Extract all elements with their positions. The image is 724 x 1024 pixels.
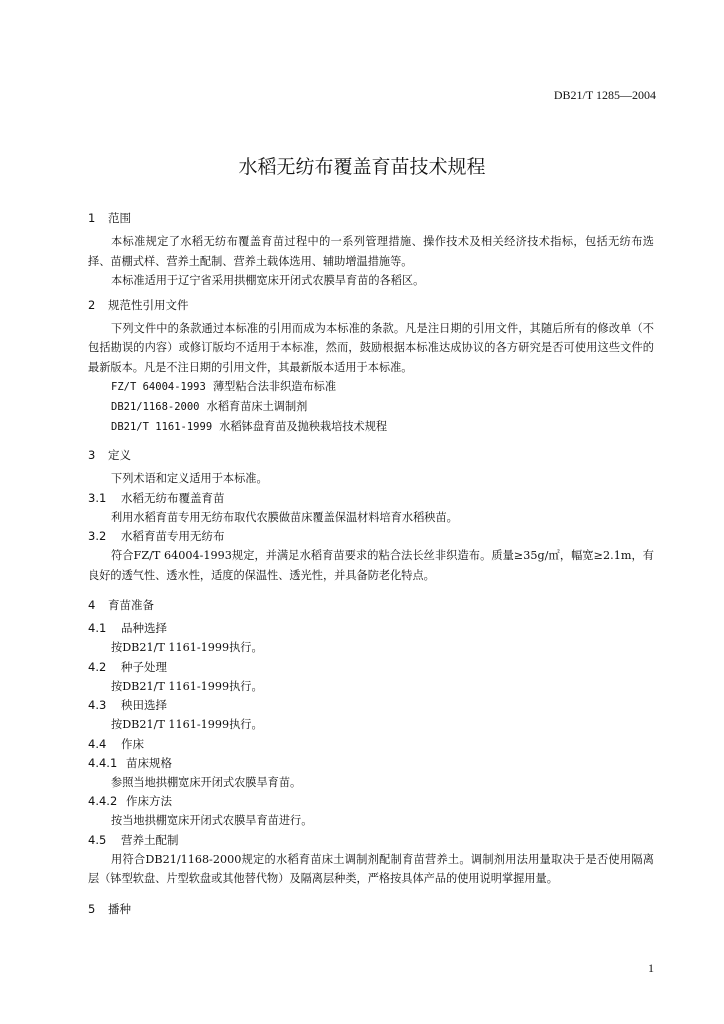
section-title: 育苗准备 <box>108 598 154 612</box>
paragraph: 按当地拱棚宽床开闭式农膜旱育苗进行。 <box>111 814 313 827</box>
reference-item <box>111 417 654 437</box>
paragraph: 按DB21/T 1161-1999执行。 <box>111 679 263 693</box>
subsection-number: 4.3 <box>88 698 107 712</box>
section-title: 播种 <box>108 901 131 916</box>
paragraph: 下列术语和定义适用于本标准。 <box>111 472 268 485</box>
section-title: 定义 <box>108 448 131 462</box>
paragraph: 符合FZ/T 64004-1993规定，并满足水稻育苗要求的粘合法长丝非织造布。质量≥35g/㎡，幅宽≥2.1m，有良好的透气性、透水性，适度的保温性、透光性，并具备防老化特点。 <box>88 549 654 582</box>
subsection-heading <box>88 831 654 850</box>
subsection-title: 营养土配制 <box>121 832 179 847</box>
subsection-number: 4.4.2 <box>88 794 118 808</box>
reference-item <box>111 397 654 417</box>
subsection-title: 种子处理 <box>121 659 167 674</box>
reference-title: 水稻钵盘育苗及抛秧栽培技术规程 <box>219 420 388 433</box>
section-title: 范围 <box>108 211 131 225</box>
section-number: 5 <box>88 901 96 916</box>
subsection-number: 3.1 <box>88 490 107 505</box>
document-title: 水稻无纺布覆盖育苗技术规程 <box>238 156 486 178</box>
reference-title: 薄型粘合法非织造布标准 <box>212 380 337 393</box>
subsection-title: 作床方法 <box>126 794 172 808</box>
reference-code: FZ/T 64004-1993 <box>111 381 206 393</box>
subsection-number: 4.2 <box>88 659 107 674</box>
reference-title: 水稻育苗床土调制剂 <box>206 400 308 413</box>
section-heading-1 <box>88 210 654 226</box>
subsection-number: 4.5 <box>88 832 107 847</box>
paragraph: 用符合DB21/1168-2000规定的水稻育苗床土调制剂配制育苗营养土。调制剂用法用量取决于是否使用隔离层（钵型软盘、片型软盘或其他替代物）及隔离层种类，严格按具体产品的使用说明掌握用量。 <box>88 852 654 885</box>
paragraph: 下列文件中的条款通过本标准的引用而成为本标准的条款。凡是注日期的引用文件，其随后所有的修改单（不包括勘误的内容）或修订版均不适用于本标准，然而，鼓励根据本标准达成协议的各方研究是否可使用这些文件的最新版本。凡是不注日期的引用文件，其最新版本适用于本标准。 <box>88 321 654 374</box>
page-number: 1 <box>648 961 654 975</box>
reference-code: DB21/1168-2000 <box>111 401 200 413</box>
reference-code: DB21/T 1161-1999 <box>111 421 213 433</box>
section-title: 规范性引用文件 <box>108 297 189 312</box>
document-body <box>88 210 654 917</box>
subsection-number: 4.4.1 <box>88 755 118 770</box>
paragraph: 本标准适用于辽宁省采用拱棚宽床开闭式农膜旱育苗的各稻区。 <box>111 274 425 287</box>
subsection-number: 4.1 <box>88 621 107 635</box>
section-number: 1 <box>88 211 96 225</box>
subsection-heading <box>88 619 654 638</box>
subsection-number: 3.2 <box>88 529 107 543</box>
subsection-title: 作床 <box>121 736 144 751</box>
subsection-title: 水稻无纺布覆盖育苗 <box>121 490 225 505</box>
section-heading-5 <box>88 901 654 917</box>
paragraph: 利用水稻育苗专用无纺布取代农膜做苗床覆盖保温材料培育水稻秧苗。 <box>111 510 458 524</box>
reference-item <box>111 377 654 397</box>
paragraph: 本标准规定了水稻无纺布覆盖育苗过程中的一系列管理措施、操作技术及相关经济技术指标，包括无纺布选择、苗棚式样、营养土配制、营养土载体选用、辅助增温措施等。 <box>88 235 654 268</box>
subsection-title: 秧田选择 <box>121 698 167 712</box>
paragraph: 参照当地拱棚宽床开闭式农膜旱育苗。 <box>111 775 302 789</box>
subsection-title: 品种选择 <box>121 621 167 635</box>
subsection-heading <box>88 489 654 508</box>
subsection-number: 4.4 <box>88 736 107 751</box>
subsection-heading <box>88 658 654 677</box>
section-heading-3 <box>88 447 654 463</box>
standard-code: DB21/T 1285—2004 <box>553 88 656 102</box>
paragraph: 按DB21/T 1161-1999执行。 <box>111 641 263 654</box>
section-heading-2 <box>88 297 654 313</box>
section-number: 4 <box>88 598 96 612</box>
subsection-title: 苗床规格 <box>126 755 172 770</box>
subsection-title: 水稻育苗专用无纺布 <box>121 529 225 543</box>
subsection-heading <box>88 735 654 754</box>
section-number: 3 <box>88 448 96 462</box>
subsubsection-heading <box>88 792 654 811</box>
subsubsection-heading <box>88 754 654 773</box>
paragraph: 按DB21/T 1161-1999执行。 <box>111 718 263 731</box>
section-heading-4 <box>88 597 654 613</box>
section-number: 2 <box>88 297 96 312</box>
subsection-heading <box>88 527 654 546</box>
subsection-heading <box>88 696 654 715</box>
